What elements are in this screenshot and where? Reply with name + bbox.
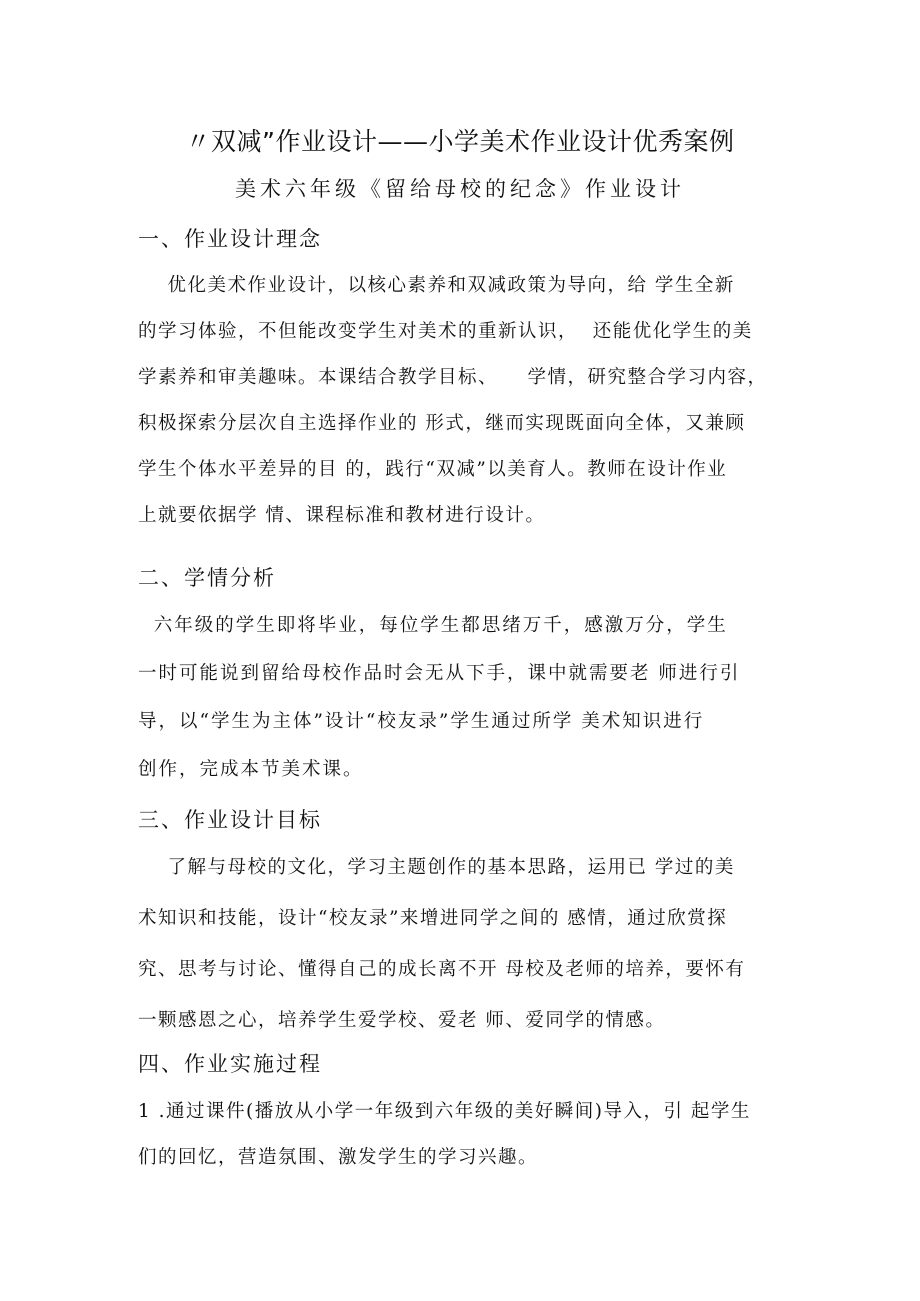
text-line: 究、思考与讨论、懂得自己的成长离不开 母校及老师的培养，要怀有 [138,959,746,980]
text-line: 1 .通过课件(播放从小学一年级到六年级的美好瞬间)导入，引 起学生 [138,1101,751,1122]
text-line: 一时可能说到留给母校作品时会无从下手，课中就需要老 师进行引 [138,663,741,684]
section-heading-1: 一、作业设计理念 [138,227,322,251]
text-line: 导，以“学生为主体”设计“校友录”学生通过所学 美术知识进行 [138,711,705,732]
text-line: 六年级的学生即将毕业，每位学生都思绪万千，感激万分，学生 [138,615,728,636]
section-body-3 [138,853,798,1057]
section-heading-2: 二、学情分析 [138,566,276,590]
text-line: 学素养和审美趣味。本课结合教学目标、 学情，研究整合学习内容， [138,367,768,388]
text-line: 了解与母校的文化，学习主题创作的基本思路，运用已 学过的美 [138,857,735,878]
text-line: 学生个体水平差异的目 的，践行“双减”以美育人。教师在设计作业 [138,459,728,480]
text-line: 们的回忆，营造氛围、激发学生的学习兴趣。 [138,1147,539,1168]
text-line: 的学习体验，不但能改变学生对美术的重新认识， 还能优化学生的美 [138,321,753,342]
text-line: 优化美术作业设计，以核心素养和双减政策为导向，给 学生全新 [138,275,735,296]
text-line: 上就要依据学 情、课程标准和教材进行设计。 [138,505,546,526]
text-line: 术知识和技能，设计“校友录”来增进同学之间的 感情，通过欣赏探 [138,908,728,929]
text-line: 创作，完成本节美术课。 [138,759,364,780]
section-heading-3: 三、作业设计目标 [138,808,322,832]
section-heading-4: 四、作业实施过程 [138,1052,322,1076]
text-line: 一颗感恩之心，培养学生爱学校、爱老 师、爱同学的情感。 [138,1010,666,1031]
text-line: 积极探索分层次自主选择作业的 形式，继而实现既面向全体，又兼顾 [138,413,746,434]
section-body-2 [138,611,798,803]
section-body-4 [138,1097,798,1189]
section-body-1 [138,271,798,547]
document-title: 〃双减”作业设计——小学美术作业设计优秀案例 [185,127,735,156]
document-subtitle: 美术六年级《留给母校的纪念》作业设计 [235,177,685,201]
